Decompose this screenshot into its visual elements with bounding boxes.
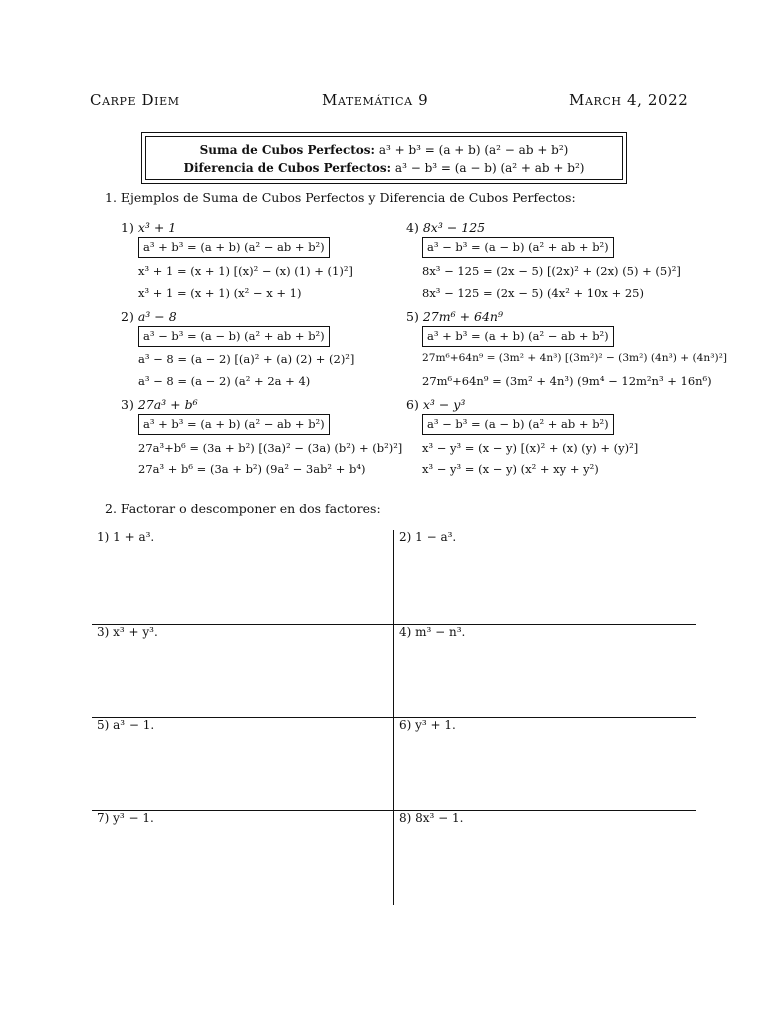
grid-row-divider-1 — [92, 624, 696, 625]
example-5-step1: 27m⁶+64n⁹ = (3m² + 4n³) [(3m²)² − (3m²) (4n³) + (4n³)²] — [422, 352, 727, 364]
example-6-step1: x³ − y³ = (x − y) [(x)² + (x) (y) + (y)²] — [422, 441, 639, 455]
example-1-problem: 1) x³ + 1 — [121, 220, 177, 235]
sum-cubes-title: Suma de Cubos Perfectos: — [199, 143, 375, 157]
formula-box — [141, 132, 627, 184]
exercise-3: 3) x³ + y³. — [97, 625, 158, 639]
exercise-4: 4) m³ − n³. — [399, 625, 466, 639]
example-1-step1: x³ + 1 = (x + 1) [(x)² − (x) (1) + (1)²] — [138, 264, 353, 278]
grid-row-divider-2 — [92, 717, 696, 718]
exercise-2: 2) 1 − a³. — [399, 530, 457, 544]
example-5-problem: 5) 27m⁶ + 64n⁹ — [406, 309, 503, 324]
example-2-problem: 2) a³ − 8 — [121, 309, 177, 324]
example-3-boxed-formula: a³ + b³ = (a + b) (a² − ab + b²) — [138, 414, 330, 435]
exercise-6: 6) y³ + 1. — [399, 718, 456, 732]
header-center: Matemática 9 — [322, 91, 429, 109]
example-5-step2: 27m⁶+64n⁹ = (3m² + 4n³) (9m⁴ − 12m²n³ + 16n⁶) — [422, 374, 712, 388]
example-3-step1: 27a³+b⁶ = (3a + b²) [(3a)² − (3a) (b²) + (b²)²] — [138, 441, 403, 455]
example-2-step2: a³ − 8 = (a − 2) (a² + 2a + 4) — [138, 374, 311, 388]
example-2-boxed-formula: a³ − b³ = (a − b) (a² + ab + b²) — [138, 326, 330, 347]
example-4-step1: 8x³ − 125 = (2x − 5) [(2x)² + (2x) (5) + (5)²] — [422, 264, 681, 278]
example-2-step1: a³ − 8 = (a − 2) [(a)² + (a) (2) + (2)²] — [138, 352, 355, 366]
exercise-1: 1) 1 + a³. — [97, 530, 155, 544]
sum-cubes-formula: a³ + b³ = (a + b) (a² − ab + b²) — [378, 143, 569, 157]
diff-cubes-formula: a³ − b³ = (a − b) (a² + ab + b²) — [394, 161, 585, 175]
example-6-boxed-formula: a³ − b³ = (a − b) (a² + ab + b²) — [422, 414, 614, 435]
exercise-7: 7) y³ − 1. — [97, 811, 154, 825]
header-left: Carpe Diem — [90, 91, 180, 109]
diff-cubes-title: Diferencia de Cubos Perfectos: — [183, 161, 392, 175]
example-6-problem: 6) x³ − y³ — [406, 397, 466, 412]
header-right: March 4, 2022 — [569, 91, 689, 109]
example-3-step2: 27a³ + b⁶ = (3a + b²) (9a² − 3ab² + b⁴) — [138, 462, 366, 476]
section2-title: 2. Factorar o descomponer en dos factores: — [105, 501, 381, 516]
example-4-boxed-formula: a³ − b³ = (a − b) (a² + ab + b²) — [422, 237, 614, 258]
example-1-step2: x³ + 1 = (x + 1) (x² − x + 1) — [138, 286, 302, 300]
example-4-problem: 4) 8x³ − 125 — [406, 220, 486, 235]
example-1-boxed-formula: a³ + b³ = (a + b) (a² − ab + b²) — [138, 237, 330, 258]
example-6-step2: x³ − y³ = (x − y) (x² + xy + y²) — [422, 462, 599, 476]
example-4-step2: 8x³ − 125 = (2x − 5) (4x² + 10x + 25) — [422, 286, 644, 300]
exercise-8: 8) 8x³ − 1. — [399, 811, 464, 825]
example-5-boxed-formula: a³ + b³ = (a + b) (a² − ab + b²) — [422, 326, 614, 347]
grid-row-divider-3 — [92, 810, 696, 811]
example-3-problem: 3) 27a³ + b⁶ — [121, 397, 198, 412]
exercise-5: 5) a³ − 1. — [97, 718, 155, 732]
section1-title: 1. Ejemplos de Suma de Cubos Perfectos y Diferencia de Cubos Perfectos: — [105, 190, 576, 205]
